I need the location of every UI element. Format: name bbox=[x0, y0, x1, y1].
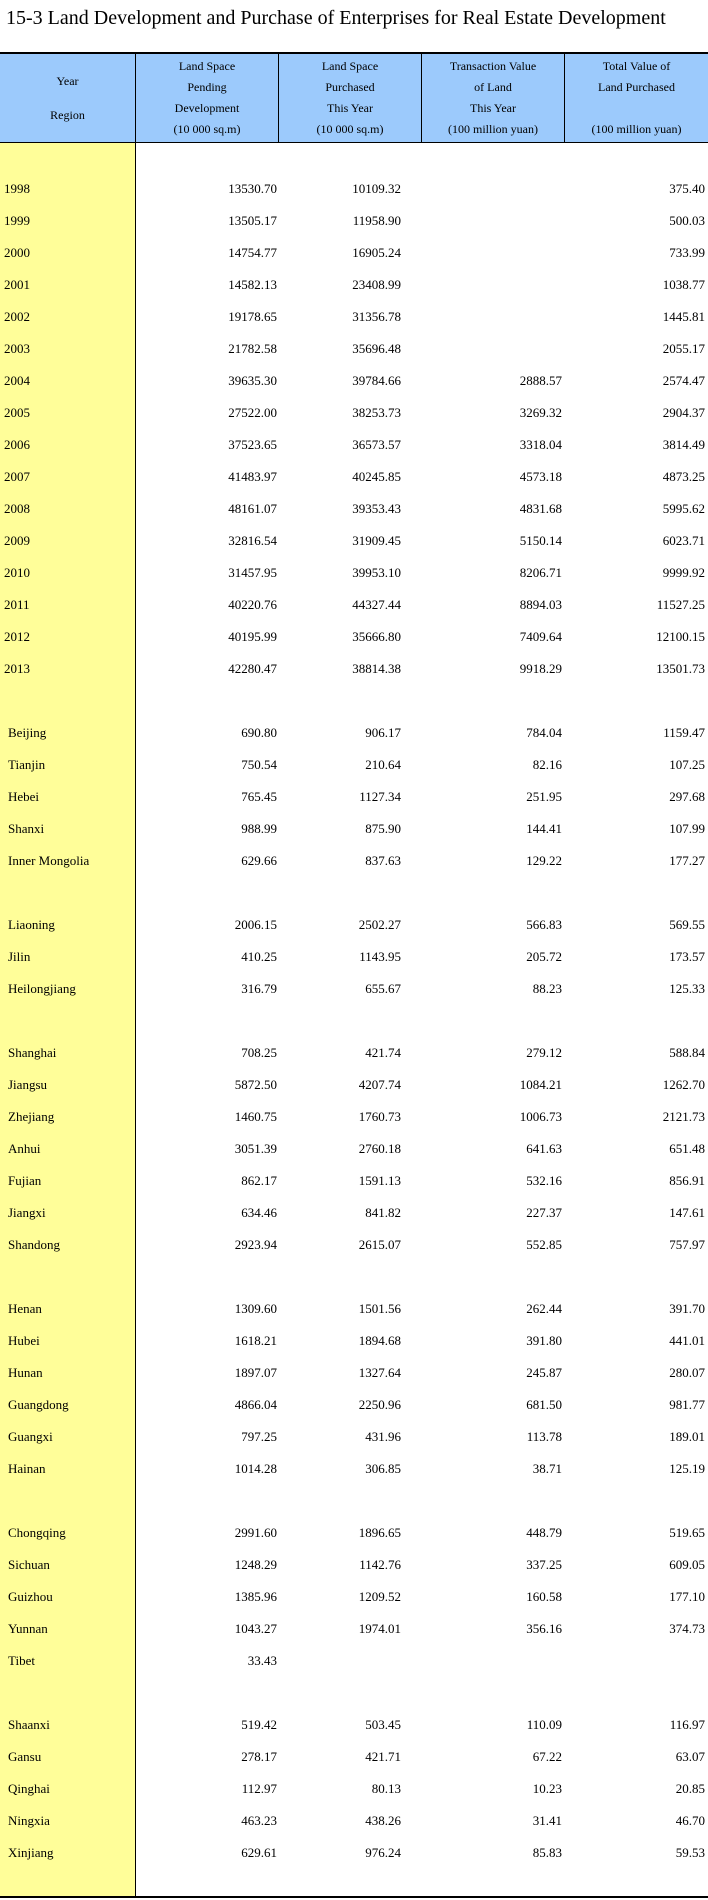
table-cell: 391.80 bbox=[526, 1333, 562, 1348]
table-cell: 609.05 bbox=[669, 1557, 705, 1572]
region-label: Shandong bbox=[8, 1237, 60, 1252]
region-row bbox=[0, 1843, 708, 1863]
table-cell: 306.85 bbox=[365, 1461, 401, 1476]
table-cell: 862.17 bbox=[241, 1173, 277, 1188]
region-row bbox=[0, 947, 708, 967]
table-cell: 797.25 bbox=[241, 1429, 277, 1444]
table-cell: 2574.47 bbox=[662, 373, 705, 388]
header-line: Transaction Value bbox=[449, 59, 537, 73]
region-row bbox=[0, 1043, 708, 1063]
table-cell: 189.01 bbox=[669, 1429, 705, 1444]
table-cell: 88.23 bbox=[532, 981, 562, 996]
table-cell: 280.07 bbox=[669, 1365, 705, 1380]
table-cell: 38.71 bbox=[532, 1461, 562, 1476]
year-row bbox=[0, 563, 708, 583]
table-cell: 21782.58 bbox=[228, 341, 277, 356]
table-cell: 10.23 bbox=[532, 1781, 562, 1796]
table-cell: 279.12 bbox=[526, 1045, 562, 1060]
header-year-label: Year bbox=[56, 73, 79, 88]
region-row bbox=[0, 1171, 708, 1191]
table-cell: 46.70 bbox=[675, 1813, 705, 1828]
table-cell: 63.07 bbox=[675, 1749, 705, 1764]
table-cell: 750.54 bbox=[241, 757, 277, 772]
region-label: Jilin bbox=[8, 949, 31, 964]
region-row bbox=[0, 723, 708, 743]
region-label: Heilongjiang bbox=[8, 981, 76, 996]
table-cell: 438.26 bbox=[365, 1813, 401, 1828]
region-row bbox=[0, 1331, 708, 1351]
table-cell: 629.66 bbox=[241, 853, 277, 868]
region-row bbox=[0, 1779, 708, 1799]
table-cell: 757.97 bbox=[669, 1237, 705, 1252]
region-label: Henan bbox=[8, 1301, 42, 1316]
table-cell: 112.97 bbox=[241, 1781, 277, 1796]
table-cell: 10109.32 bbox=[352, 181, 401, 196]
table-cell: 14754.77 bbox=[228, 245, 277, 260]
table-cell: 2121.73 bbox=[662, 1109, 705, 1124]
year-row bbox=[0, 211, 708, 231]
table-cell: 2615.07 bbox=[358, 1237, 401, 1252]
table-cell: 85.83 bbox=[532, 1845, 562, 1860]
header-line: Total Value of bbox=[602, 59, 671, 73]
header-unit: (10 000 sq.m) bbox=[173, 122, 241, 136]
table-cell: 1006.73 bbox=[519, 1109, 562, 1124]
table-cell: 841.82 bbox=[365, 1205, 401, 1220]
table-cell: 210.64 bbox=[365, 757, 401, 772]
table-cell: 147.61 bbox=[669, 1205, 705, 1220]
year-label: 1998 bbox=[4, 181, 30, 196]
header-line: Development bbox=[174, 101, 240, 115]
table-cell: 463.23 bbox=[241, 1813, 277, 1828]
table-cell: 107.25 bbox=[669, 757, 705, 772]
table-cell: 8894.03 bbox=[519, 597, 562, 612]
year-row bbox=[0, 179, 708, 199]
table-cell: 681.50 bbox=[526, 1397, 562, 1412]
year-row bbox=[0, 499, 708, 519]
header-line: of Land bbox=[474, 80, 512, 94]
table-cell: 19178.65 bbox=[228, 309, 277, 324]
region-row bbox=[0, 755, 708, 775]
table-cell: 837.63 bbox=[365, 853, 401, 868]
table-cell: 13530.70 bbox=[228, 181, 277, 196]
region-row bbox=[0, 1395, 708, 1415]
region-row bbox=[0, 851, 708, 871]
region-label: Guangdong bbox=[8, 1397, 69, 1412]
table-cell: 12100.15 bbox=[656, 629, 705, 644]
table-cell: 9999.92 bbox=[662, 565, 705, 580]
header-line: This Year bbox=[469, 101, 516, 115]
region-row bbox=[0, 1587, 708, 1607]
region-label: Guangxi bbox=[8, 1429, 53, 1444]
region-label: Tibet bbox=[8, 1653, 35, 1668]
table-cell: 1760.73 bbox=[358, 1109, 401, 1124]
region-label: Xinjiang bbox=[8, 1845, 54, 1860]
header-line: Land Purchased bbox=[598, 80, 675, 94]
year-row bbox=[0, 659, 708, 679]
year-label: 2003 bbox=[4, 341, 30, 356]
year-label: 2009 bbox=[4, 533, 30, 548]
page-title: 15-3 Land Development and Purchase of Enterprises for Real Estate Development bbox=[6, 7, 666, 29]
region-label: Shaanxi bbox=[8, 1717, 50, 1732]
table-cell: 40195.99 bbox=[228, 629, 277, 644]
region-row bbox=[0, 1715, 708, 1735]
table-cell: 2888.57 bbox=[519, 373, 562, 388]
table-cell: 39784.66 bbox=[352, 373, 401, 388]
table-cell: 39353.43 bbox=[352, 501, 401, 516]
table-cell: 262.44 bbox=[526, 1301, 562, 1316]
year-row bbox=[0, 467, 708, 487]
table-cell: 337.25 bbox=[526, 1557, 562, 1572]
table-cell: 35696.48 bbox=[352, 341, 401, 356]
year-label: 2011 bbox=[4, 597, 30, 612]
table-cell: 177.27 bbox=[669, 853, 705, 868]
table-cell: 1084.21 bbox=[519, 1077, 562, 1092]
header-land-purchased bbox=[279, 54, 421, 142]
table-cell: 503.45 bbox=[365, 1717, 401, 1732]
table-cell: 500.03 bbox=[669, 213, 705, 228]
table-cell: 13501.73 bbox=[656, 661, 705, 676]
table-cell: 14582.13 bbox=[228, 277, 277, 292]
region-label: Jiangsu bbox=[8, 1077, 47, 1092]
table-cell: 2055.17 bbox=[662, 341, 705, 356]
table-cell: 1262.70 bbox=[662, 1077, 705, 1092]
table-cell: 39953.10 bbox=[352, 565, 401, 580]
region-label: Ningxia bbox=[8, 1813, 50, 1828]
table-cell: 532.16 bbox=[526, 1173, 562, 1188]
table-cell: 655.67 bbox=[365, 981, 401, 996]
table-cell: 110.09 bbox=[526, 1717, 562, 1732]
region-label: Shanghai bbox=[8, 1045, 57, 1060]
region-row bbox=[0, 915, 708, 935]
table-cell: 35666.80 bbox=[352, 629, 401, 644]
region-label: Qinghai bbox=[8, 1781, 50, 1796]
table-cell: 552.85 bbox=[526, 1237, 562, 1252]
table-cell: 784.04 bbox=[526, 725, 562, 740]
table-cell: 2250.96 bbox=[358, 1397, 401, 1412]
table-cell: 4866.04 bbox=[234, 1397, 277, 1412]
table-cell: 27522.00 bbox=[228, 405, 277, 420]
region-label: Hainan bbox=[8, 1461, 46, 1476]
year-row bbox=[0, 243, 708, 263]
header-year-region bbox=[0, 54, 135, 142]
region-label: Chongqing bbox=[8, 1525, 66, 1540]
table-cell: 1591.13 bbox=[358, 1173, 401, 1188]
table-cell: 3318.04 bbox=[519, 437, 562, 452]
year-label: 2010 bbox=[4, 565, 30, 580]
table-cell: 431.96 bbox=[365, 1429, 401, 1444]
table-cell: 297.68 bbox=[669, 789, 705, 804]
table-cell: 129.22 bbox=[526, 853, 562, 868]
table-cell: 519.65 bbox=[669, 1525, 705, 1540]
region-label: Fujian bbox=[8, 1173, 42, 1188]
table-cell: 160.58 bbox=[526, 1589, 562, 1604]
table-cell: 42280.47 bbox=[228, 661, 277, 676]
region-row bbox=[0, 1427, 708, 1447]
header-line: This Year bbox=[326, 101, 373, 115]
region-label: Guizhou bbox=[8, 1589, 53, 1604]
table-cell: 16905.24 bbox=[352, 245, 401, 260]
region-label: Gansu bbox=[8, 1749, 42, 1764]
table-cell: 125.19 bbox=[669, 1461, 705, 1476]
year-label: 2012 bbox=[4, 629, 30, 644]
region-row bbox=[0, 1811, 708, 1831]
region-label: Beijing bbox=[8, 725, 47, 740]
table-cell: 1127.34 bbox=[359, 789, 401, 804]
year-label: 2002 bbox=[4, 309, 30, 324]
year-label: 2001 bbox=[4, 277, 30, 292]
table-cell: 251.95 bbox=[526, 789, 562, 804]
table-cell: 144.41 bbox=[526, 821, 562, 836]
table-cell: 981.77 bbox=[669, 1397, 705, 1412]
table-cell: 31457.95 bbox=[228, 565, 277, 580]
region-row bbox=[0, 1651, 708, 1671]
region-row bbox=[0, 1075, 708, 1095]
table-cell: 107.99 bbox=[669, 821, 705, 836]
table-cell: 20.85 bbox=[675, 1781, 705, 1796]
table-cell: 4831.68 bbox=[519, 501, 562, 516]
table-cell: 1460.75 bbox=[234, 1109, 277, 1124]
region-label: Hebei bbox=[8, 789, 40, 804]
table-cell: 1209.52 bbox=[358, 1589, 401, 1604]
region-row bbox=[0, 1747, 708, 1767]
table-cell: 690.80 bbox=[241, 725, 277, 740]
region-label: Liaoning bbox=[8, 917, 55, 932]
region-row bbox=[0, 1107, 708, 1127]
table-cell: 906.17 bbox=[365, 725, 401, 740]
region-label: Hubei bbox=[8, 1333, 40, 1348]
table-cell: 36573.57 bbox=[352, 437, 401, 452]
header-line: Pending bbox=[187, 80, 227, 94]
region-label: Yunnan bbox=[8, 1621, 48, 1636]
table-cell: 7409.64 bbox=[519, 629, 562, 644]
table-cell: 1143.95 bbox=[359, 949, 401, 964]
region-row bbox=[0, 1555, 708, 1575]
table-cell: 125.33 bbox=[669, 981, 705, 996]
table-cell: 31909.45 bbox=[352, 533, 401, 548]
table-cell: 11958.90 bbox=[352, 213, 401, 228]
table-cell: 1501.56 bbox=[358, 1301, 401, 1316]
table-cell: 11527.25 bbox=[656, 597, 705, 612]
table-cell: 1248.29 bbox=[234, 1557, 277, 1572]
table-cell: 421.74 bbox=[365, 1045, 401, 1060]
region-row bbox=[0, 1203, 708, 1223]
table-cell: 40220.76 bbox=[228, 597, 277, 612]
table-cell: 421.71 bbox=[365, 1749, 401, 1764]
table-cell: 316.79 bbox=[241, 981, 277, 996]
region-label: Sichuan bbox=[8, 1557, 50, 1572]
table-cell: 80.13 bbox=[371, 1781, 401, 1796]
table-cell: 391.70 bbox=[669, 1301, 705, 1316]
header-land-pending bbox=[136, 54, 278, 142]
region-row bbox=[0, 819, 708, 839]
table-cell: 375.40 bbox=[669, 181, 705, 196]
year-label: 2006 bbox=[4, 437, 30, 452]
region-row bbox=[0, 1235, 708, 1255]
header-total-value bbox=[565, 54, 708, 142]
header-line: Land Space bbox=[321, 59, 379, 73]
table-cell: 410.25 bbox=[241, 949, 277, 964]
table-cell: 33.43 bbox=[247, 1653, 277, 1668]
region-label: Shanxi bbox=[8, 821, 45, 836]
year-row bbox=[0, 307, 708, 327]
table-cell: 1043.27 bbox=[234, 1621, 277, 1636]
table-cell: 634.46 bbox=[241, 1205, 277, 1220]
table-cell: 5872.50 bbox=[234, 1077, 277, 1092]
table-cell: 2502.27 bbox=[358, 917, 401, 932]
table-cell: 1974.01 bbox=[358, 1621, 401, 1636]
table-cell: 2760.18 bbox=[358, 1141, 401, 1156]
table-cell: 733.99 bbox=[669, 245, 705, 260]
table-cell: 39635.30 bbox=[228, 373, 277, 388]
table-cell: 38814.38 bbox=[352, 661, 401, 676]
region-row bbox=[0, 979, 708, 999]
table-cell: 1385.96 bbox=[234, 1589, 277, 1604]
table-cell: 6023.71 bbox=[662, 533, 705, 548]
table-cell: 1038.77 bbox=[662, 277, 705, 292]
table-cell: 566.83 bbox=[526, 917, 562, 932]
region-row bbox=[0, 787, 708, 807]
table-cell: 177.10 bbox=[669, 1589, 705, 1604]
header-region-label: Region bbox=[50, 107, 85, 122]
table-cell: 651.48 bbox=[669, 1141, 705, 1156]
table-cell: 988.99 bbox=[241, 821, 277, 836]
table-cell: 448.79 bbox=[526, 1525, 562, 1540]
table-cell: 519.42 bbox=[241, 1717, 277, 1732]
year-row bbox=[0, 275, 708, 295]
table-cell: 2923.94 bbox=[234, 1237, 277, 1252]
table-cell: 205.72 bbox=[526, 949, 562, 964]
table-cell: 173.57 bbox=[669, 949, 705, 964]
header-line bbox=[635, 98, 638, 119]
table-cell: 441.01 bbox=[669, 1333, 705, 1348]
region-label: Inner Mongolia bbox=[8, 853, 90, 868]
table-cell: 48161.07 bbox=[228, 501, 277, 516]
year-label: 1999 bbox=[4, 213, 30, 228]
region-label: Zhejiang bbox=[8, 1109, 55, 1124]
table-cell: 37523.65 bbox=[228, 437, 277, 452]
table-cell: 116.97 bbox=[669, 1717, 705, 1732]
table-cell: 31356.78 bbox=[352, 309, 401, 324]
table-cell: 374.73 bbox=[669, 1621, 705, 1636]
table-cell: 1159.47 bbox=[663, 725, 705, 740]
header-unit: (100 million yuan) bbox=[448, 122, 538, 136]
table-cell: 278.17 bbox=[241, 1749, 277, 1764]
year-label: 2007 bbox=[4, 469, 30, 484]
table-cell: 113.78 bbox=[526, 1429, 562, 1444]
table-cell: 4573.18 bbox=[519, 469, 562, 484]
year-row bbox=[0, 371, 708, 391]
table-cell: 5995.62 bbox=[662, 501, 705, 516]
year-row bbox=[0, 595, 708, 615]
region-label: Jiangxi bbox=[8, 1205, 46, 1220]
table-cell: 875.90 bbox=[365, 821, 401, 836]
table-cell: 1327.64 bbox=[358, 1365, 401, 1380]
table-cell: 23408.99 bbox=[352, 277, 401, 292]
data-table bbox=[0, 52, 708, 1898]
year-label: 2008 bbox=[4, 501, 30, 516]
table-cell: 67.22 bbox=[532, 1749, 562, 1764]
table-cell: 31.41 bbox=[532, 1813, 562, 1828]
table-cell: 5150.14 bbox=[519, 533, 562, 548]
table-cell: 2904.37 bbox=[662, 405, 705, 420]
header-unit: (10 000 sq.m) bbox=[316, 122, 384, 136]
table-cell: 59.53 bbox=[675, 1845, 705, 1860]
table-cell: 356.16 bbox=[526, 1621, 562, 1636]
header-unit: (100 million yuan) bbox=[591, 122, 682, 136]
year-row bbox=[0, 339, 708, 359]
table-cell: 4207.74 bbox=[358, 1077, 401, 1092]
region-row bbox=[0, 1523, 708, 1543]
year-row bbox=[0, 531, 708, 551]
table-cell: 1897.07 bbox=[234, 1365, 277, 1380]
table-cell: 245.87 bbox=[526, 1365, 562, 1380]
year-label: 2005 bbox=[4, 405, 30, 420]
region-row bbox=[0, 1299, 708, 1319]
table-cell: 569.55 bbox=[669, 917, 705, 932]
region-label: Anhui bbox=[8, 1141, 41, 1156]
year-row bbox=[0, 403, 708, 423]
year-row bbox=[0, 435, 708, 455]
table-header bbox=[0, 54, 708, 143]
table-cell: 41483.97 bbox=[228, 469, 277, 484]
year-label: 2013 bbox=[4, 661, 30, 676]
table-cell: 1896.65 bbox=[358, 1525, 401, 1540]
region-row bbox=[0, 1459, 708, 1479]
table-cell: 1014.28 bbox=[234, 1461, 277, 1476]
region-label: Hunan bbox=[8, 1365, 43, 1380]
table-cell: 4873.25 bbox=[662, 469, 705, 484]
table-cell: 82.16 bbox=[532, 757, 562, 772]
table-cell: 765.45 bbox=[241, 789, 277, 804]
table-cell: 1309.60 bbox=[234, 1301, 277, 1316]
table-cell: 227.37 bbox=[526, 1205, 562, 1220]
table-cell: 3269.32 bbox=[519, 405, 562, 420]
table-cell: 8206.71 bbox=[519, 565, 562, 580]
table-cell: 9918.29 bbox=[519, 661, 562, 676]
year-row bbox=[0, 627, 708, 647]
table-cell: 2991.60 bbox=[234, 1525, 277, 1540]
table-cell: 708.25 bbox=[241, 1045, 277, 1060]
table-cell: 856.91 bbox=[669, 1173, 705, 1188]
table-cell: 40245.85 bbox=[352, 469, 401, 484]
table-cell: 1618.21 bbox=[234, 1333, 277, 1348]
table-cell: 2006.15 bbox=[234, 917, 277, 932]
table-cell: 588.84 bbox=[669, 1045, 705, 1060]
region-row bbox=[0, 1139, 708, 1159]
table-cell: 976.24 bbox=[365, 1845, 401, 1860]
table-cell: 3051.39 bbox=[234, 1141, 277, 1156]
table-cell: 629.61 bbox=[241, 1845, 277, 1860]
table-cell: 641.63 bbox=[526, 1141, 562, 1156]
table-cell: 38253.73 bbox=[352, 405, 401, 420]
header-transaction-value bbox=[422, 54, 564, 142]
header-line: Land Space bbox=[178, 59, 236, 73]
header-line: Purchased bbox=[325, 80, 375, 94]
region-row bbox=[0, 1619, 708, 1639]
table-cell: 13505.17 bbox=[228, 213, 277, 228]
region-row bbox=[0, 1363, 708, 1383]
table-cell: 1142.76 bbox=[359, 1557, 401, 1572]
table-cell: 1445.81 bbox=[662, 309, 705, 324]
table-cell: 3814.49 bbox=[662, 437, 705, 452]
table-cell: 32816.54 bbox=[228, 533, 277, 548]
table-cell: 44327.44 bbox=[352, 597, 401, 612]
table-cell: 1894.68 bbox=[358, 1333, 401, 1348]
region-label: Tianjin bbox=[8, 757, 46, 772]
year-label: 2000 bbox=[4, 245, 30, 260]
year-label: 2004 bbox=[4, 373, 30, 388]
